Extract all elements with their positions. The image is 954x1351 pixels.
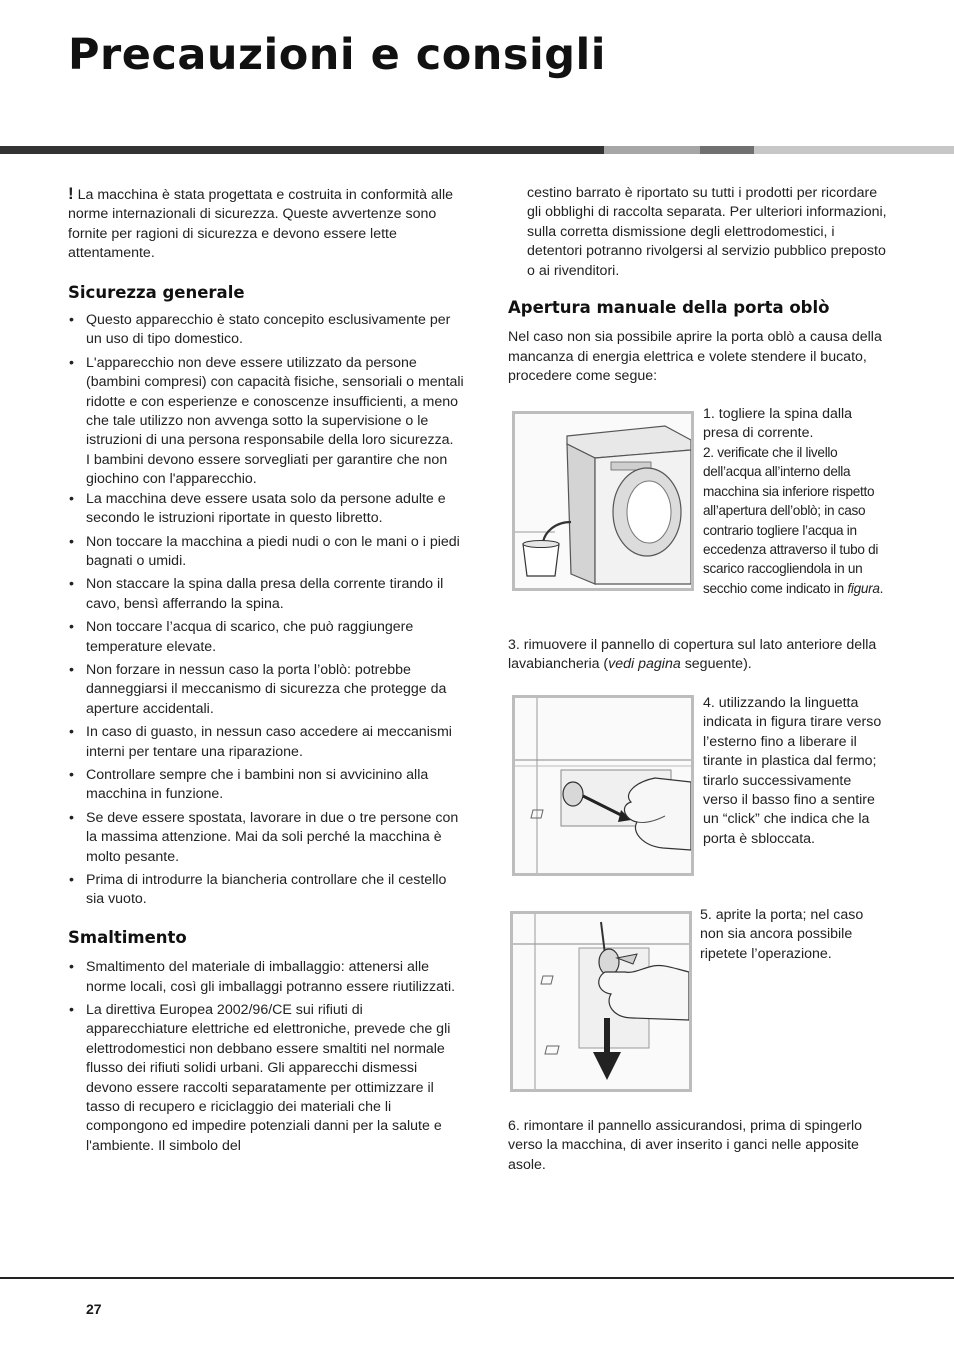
warning-mark: ! bbox=[68, 184, 74, 203]
footer-rule bbox=[0, 1277, 954, 1279]
list-item: • Controllare sempre che i bambini non si avvicinino alla macchina in funzione. bbox=[68, 766, 466, 805]
list-item: • Non toccare l’acqua di scarico, che può raggiungere temperature elevate. bbox=[68, 618, 466, 657]
list-item: • La macchina deve essere usata solo da persone adulte e secondo le istruzioni riportate in questo libretto. bbox=[68, 490, 466, 529]
rule-segment-mid bbox=[700, 146, 754, 154]
list-item: • Non toccare la macchina a piedi nudi o con le mani o i piedi bagnati o umidi. bbox=[68, 533, 466, 572]
pull-tab-figure bbox=[512, 695, 694, 876]
list-item: • Prima di introdurre la biancheria controllare che il cestello sia vuoto. bbox=[68, 871, 466, 910]
list-item: • Se deve essere spostata, lavorare in due o tre persone con la massima attenzione. Mai da soli perché la macchina è molto pesante. bbox=[68, 809, 466, 867]
right-column bbox=[508, 184, 892, 387]
apertura-intro: Nel caso non sia possibile aprire la porta oblò a causa della mancanza di energia elettrica e volete stendere il bucato, procedere come segue: bbox=[508, 329, 882, 385]
rule-segment-dark bbox=[0, 146, 604, 154]
step-6-text: 6. rimontare il pannello assicurandosi, prima di spingerlo verso la macchina, di aver inserito i ganci nelle apposite asole. bbox=[508, 1118, 863, 1173]
rule-segment-light-end bbox=[754, 146, 954, 154]
disposal-continuation: cestino barrato è riportato su tutti i prodotti per ricordare gli obblighi di raccolta separata. Per ulteriori informazioni, sulla corretta dismissione degli elettrodomestici, i detentori potranno rivolgersi al servizio pubblico preposto o ai rivenditori. bbox=[527, 185, 887, 279]
list-item: • La direttiva Europea 2002/96/CE sui rifiuti di apparecchiature elettriche ed elettroniche, prevede che gli elettrodomestici non debbano essere smaltiti nel normale flusso dei rifiuti solidi urbani. Gli apparecchi dismessi devono essere raccolti separatamente per ottimizzare il tasso di recupero e riciclaggio dei materiali che li compongono ed impedire potenziali danni per la salute e l'ambiente. Il simbolo del bbox=[68, 1001, 466, 1156]
washing-machine-illustration bbox=[515, 414, 691, 588]
list-item: • Questo apparecchio è stato concepito esclusivamente per un uso di tipo domestico. bbox=[68, 311, 466, 350]
list-item: • Smaltimento del materiale di imballaggio: attenersi alle norme locali, così gli imballaggi potranno essere riutilizzati. bbox=[68, 958, 466, 997]
washing-machine-drain-figure bbox=[512, 411, 694, 591]
step-1-text: 1. togliere la spina dalla presa di corrente. bbox=[703, 406, 853, 442]
left-column bbox=[68, 184, 466, 1160]
door-release-figure bbox=[510, 911, 692, 1092]
door-release-illustration bbox=[513, 914, 689, 1089]
heading-smaltimento: Smaltimento bbox=[68, 927, 187, 947]
header-color-rule bbox=[0, 146, 954, 154]
intro-warning bbox=[68, 184, 466, 264]
list-item: • L'apparecchio non deve essere utilizzato da persone (bambini compresi) con capacità fisiche, sensoriali o mentali ridotte e con esperienze e conoscenze insufficienti, a meno che tale utilizzo non avvenga sotto la supervisione o le istruzioni di una persona responsabile della loro sicurezza. I bambini devono essere sorvegliati per garantire che non giochino con l'apparecchio. bbox=[68, 354, 466, 490]
list-item: • Non forzare in nessun caso la porta l’oblò: potrebbe danneggiarsi il meccanismo di sicurezza che protegge da aperture accidentali. bbox=[68, 661, 466, 719]
disposal-list bbox=[68, 958, 466, 1156]
list-item: • Non staccare la spina dalla presa della corrente tirando il cavo, bensì afferrando la spina. bbox=[68, 575, 466, 614]
page-number: 27 bbox=[86, 1301, 102, 1317]
step-5-text: 5. aprite la porta; nel caso non sia ancora possibile ripetete l’operazione. bbox=[700, 907, 864, 962]
children-note: I bambini devono essere sorvegliati per garantire che non giochino con l'apparecchio. bbox=[86, 451, 448, 488]
pull-tab-illustration bbox=[515, 698, 691, 873]
heading-sicurezza-generale: Sicurezza generale bbox=[68, 282, 245, 302]
step-3-text: 3. rimuovere il pannello di copertura sul lato anteriore della lavabiancheria (vedi pagina seguente). bbox=[508, 637, 877, 673]
rule-segment-light bbox=[604, 146, 700, 154]
heading-apertura-manuale: Apertura manuale della porta oblò bbox=[508, 298, 830, 318]
safety-list bbox=[68, 311, 466, 910]
step-4-text: 4. utilizzando la linguetta indicata in figura tirare verso l’esterno fino a liberare il tirante in plastica dal fermo; tirarlo successivamente verso il basso fino a sentire un “click” che indica che la porta è sbloccata. bbox=[703, 695, 882, 847]
intro-text: La macchina è stata progettata e costruita in conformità alle norme internazionali di sicurezza. Queste avvertenze sono fornite per ragioni di sicurezza e devono essere lette attentamente. bbox=[68, 187, 454, 262]
list-item: • In caso di guasto, in nessun caso accedere ai meccanismi interni per tentare una riparazione. bbox=[68, 723, 466, 762]
page-title: Precauzioni e consigli bbox=[68, 30, 607, 80]
step-2-text: 2. verificate che il livello dell’acqua all’interno della macchina sia inferiore rispetto all’apertura dell’oblò; in caso contrario togliere l’acqua in eccedenza attraverso il tubo di scarico raccogliendola in un secchio come indicato in figura. bbox=[703, 445, 884, 596]
